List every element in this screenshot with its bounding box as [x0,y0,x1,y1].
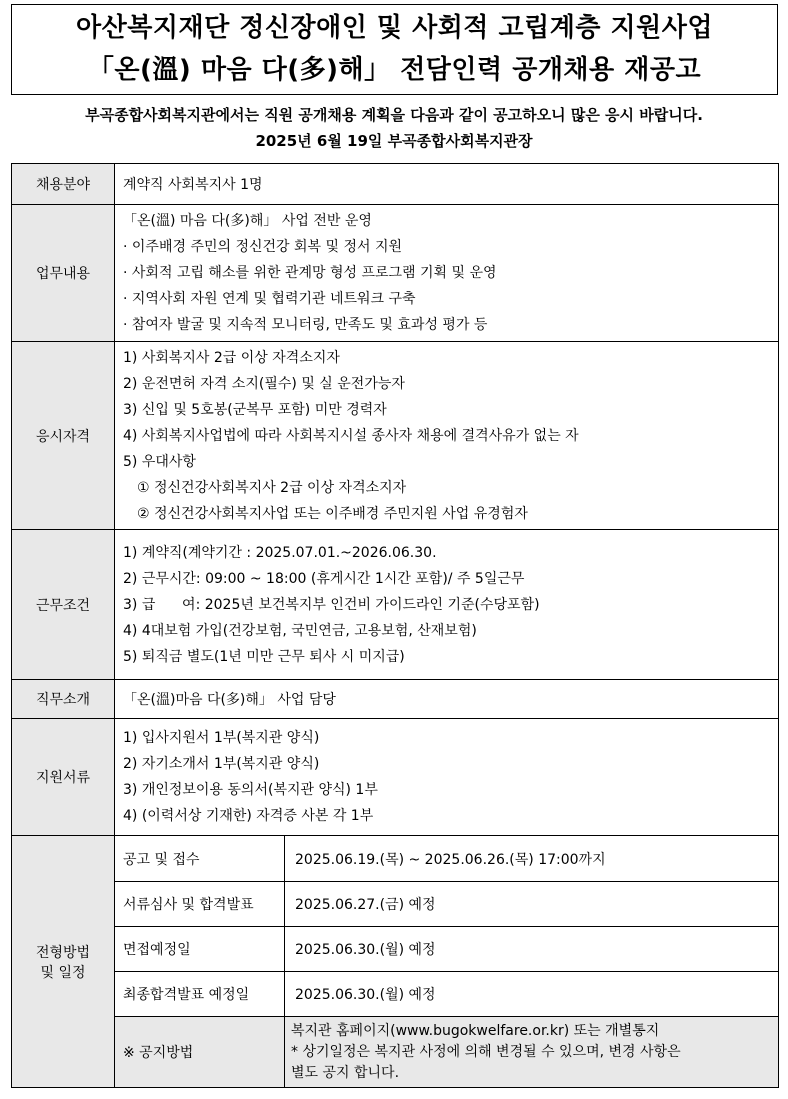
title-box [11,4,778,95]
list-item: 5) 퇴직금 별도(1년 미만 근무 퇴사 시 미지급) [123,648,405,665]
schedule-step-name: 서류심사 및 합격발표 [115,882,285,927]
conditions-list [115,530,779,680]
list-item: · 사회적 고립 해소를 위한 관계망 형성 프로그램 기획 및 운영 [123,265,497,281]
recruitment-table [11,163,779,1088]
duties-list [115,205,779,342]
date-signature: 2025년 6월 19일 부곡종합사회복지관장 [255,132,533,150]
list-item: 1) 입사지원서 1부(복지관 양식) [123,730,320,746]
intro-block [0,102,788,154]
label-duties: 업무내용 [12,205,115,342]
label-documents: 지원서류 [12,719,115,836]
schedule-step-value: 2025.06.30.(월) 예정 [285,972,779,1017]
list-item: 4) (이력서상 기재한) 자격증 사본 각 1부 [123,808,374,824]
qualifications-list [115,342,779,530]
table-row-schedule [12,882,779,927]
label-schedule-line2: 및 일정 [40,964,86,981]
schedule-step-name: 면접예정일 [115,927,285,972]
list-item: 5) 우대사항 [123,453,196,470]
table-row-notice [12,1017,779,1088]
intro-text: 부곡종합사회복지관에서는 직원 공개채용 계획을 다음과 같이 공고하오니 많은 응시 바랍니다. [85,106,703,124]
notice-line-1: 복지관 홈페이지(www.bugokwelfare.or.kr) 또는 개별통지 [291,1022,660,1039]
title-line-2: 「온(溫) 마음 다(多)해」 전담인력 공개채용 재공고 [87,55,702,85]
list-item: 1) 계약직(계약기간 : 2025.07.01.~2026.06.30. [123,544,437,561]
list-item: 4) 사회복지사업법에 따라 사회복지시설 종사자 채용에 결격사유가 없는 자 [123,427,579,444]
value-field: 계약직 사회복지사 1명 [115,164,779,205]
table-row-documents [12,719,779,836]
documents-list [115,719,779,836]
table-row-schedule [12,836,779,882]
list-item: 2) 운전면허 자격 소지(필수) 및 실 운전가능자 [123,375,405,392]
list-item: 「온(溫) 마음 다(多)해」 사업 전반 운영 [123,213,372,229]
list-item: · 참여자 발굴 및 지속적 모니터링, 만족도 및 효과성 평가 등 [123,317,488,333]
list-item: 4) 4대보험 가입(건강보험, 국민연금, 고용보험, 산재보험) [123,622,477,639]
label-conditions: 근무조건 [12,530,115,680]
schedule-step-value: 2025.06.30.(월) 예정 [285,927,779,972]
list-item: ② 정신건강사회복지사업 또는 이주배경 주민지원 사업 유경험자 [137,505,528,522]
list-item: 2) 근무시간: 09:00 ~ 18:00 (휴게시간 1시간 포함)/ 주 5일근무 [123,570,525,587]
label-schedule [12,836,115,1088]
schedule-step-value: 2025.06.27.(금) 예정 [285,882,779,927]
label-schedule-line1: 전형방법 [35,944,91,961]
notice-line-3: 별도 공지 합니다. [291,1064,400,1081]
table-row-schedule [12,927,779,972]
list-item: ① 정신건강사회복지사 2급 이상 자격소지자 [137,479,407,496]
label-job-intro: 직무소개 [12,680,115,719]
list-item: 3) 개인정보이용 동의서(복지관 양식) 1부 [123,782,378,798]
table-row-schedule [12,972,779,1017]
notice-line-2: * 상기일정은 복지관 사정에 의해 변경될 수 있으며, 변경 사항은 [291,1043,681,1060]
table-row-field [12,164,779,205]
schedule-step-value: 2025.06.19.(목) ~ 2025.06.26.(목) 17:00까지 [285,836,779,882]
table-row-duties [12,205,779,342]
list-item: 1) 사회복지사 2급 이상 자격소지자 [123,349,340,366]
schedule-step-name: 최종합격발표 예정일 [115,972,285,1017]
label-field: 채용분야 [12,164,115,205]
list-item: 3) 급 여: 2025년 보건복지부 인건비 가이드라인 기준(수당포함) [123,596,540,613]
notice-method-value [285,1017,779,1088]
notice-method-label: ※ 공지방법 [115,1017,285,1088]
value-job-intro: 「온(溫)마음 다(多)해」 사업 담당 [115,680,779,719]
list-item: · 이주배경 주민의 정신건강 회복 및 정서 지원 [123,239,403,255]
table-row-conditions [12,530,779,680]
list-item: · 지역사회 자원 연계 및 협력기관 네트워크 구축 [123,291,416,307]
label-qualifications: 응시자격 [12,342,115,530]
schedule-step-name: 공고 및 접수 [115,836,285,882]
table-row-job-intro [12,680,779,719]
list-item: 2) 자기소개서 1부(복지관 양식) [123,756,320,772]
list-item: 3) 신입 및 5호봉(군복무 포함) 미만 경력자 [123,401,387,418]
title-line-1: 아산복지재단 정신장애인 및 사회적 고립계층 지원사업 [76,13,713,43]
table-row-qualifications [12,342,779,530]
